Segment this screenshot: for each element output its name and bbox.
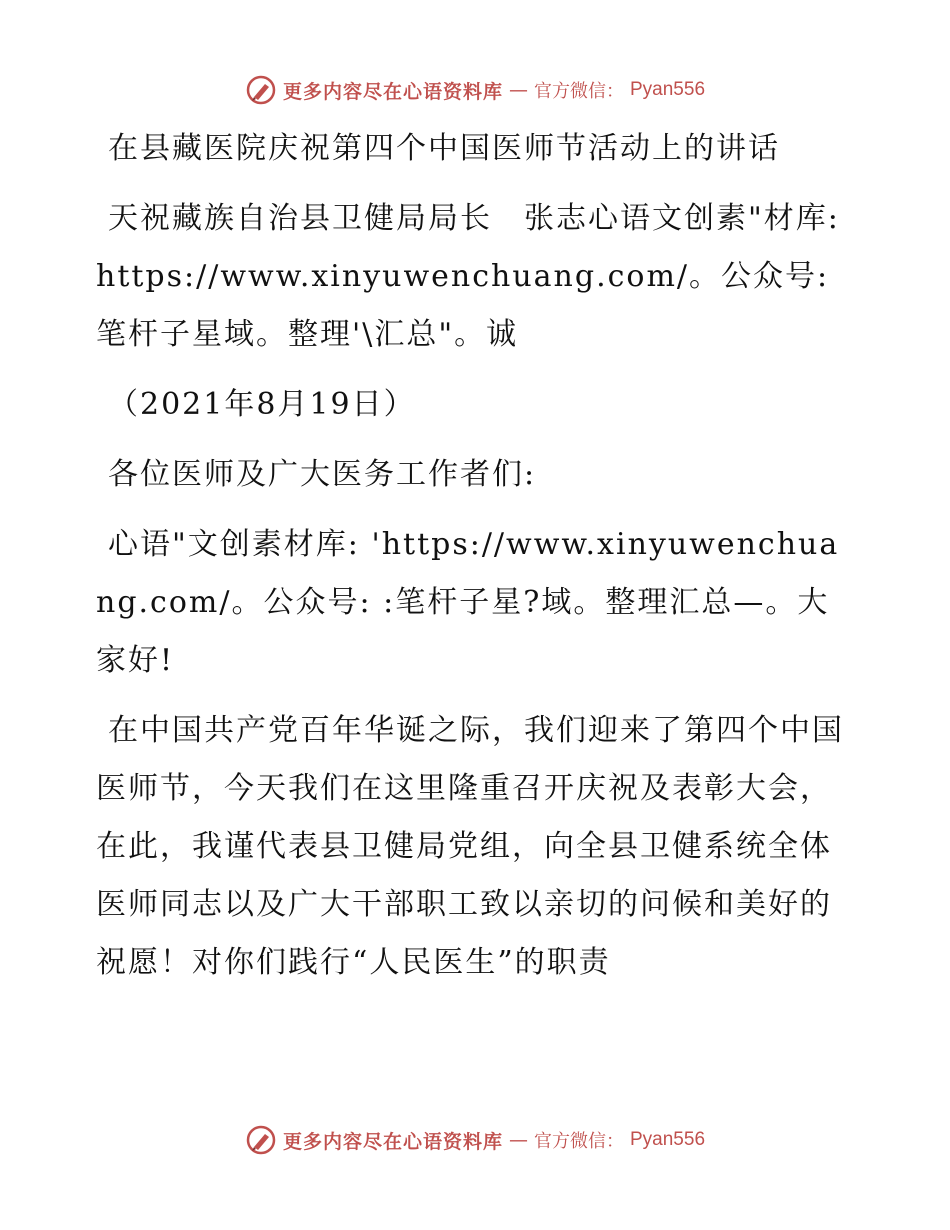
header-watermark — [0, 70, 950, 110]
watermark-dash: — — [509, 79, 528, 101]
footer-watermark — [0, 1120, 950, 1160]
document-title: 在县藏医院庆祝第四个中国医师节活动上的讲话 — [108, 131, 780, 166]
author-line: 天祝藏族自治县卫健局局长 张志心语文创素"材库: https://www.xinyuwenchuang.com/。公众号: 笔杆子星域。整理'\汇总"。诚 — [96, 201, 840, 352]
watermark-id: Pyan556 — [630, 79, 706, 100]
speech-date: （2021年8月19日） — [108, 387, 416, 422]
source-line: 心语"文创素材库: 'https://www.xinyuwenchuang.com/。公众号: :笔杆子星?域。整理汇总—。大家好! — [96, 527, 840, 678]
watermark-official: 官方微信： — [534, 1131, 624, 1152]
watermark-brand: 更多内容尽在心语资料库 — [282, 1130, 503, 1153]
watermark-dash: — — [509, 1129, 528, 1151]
watermark-brand: 更多内容尽在心语资料库 — [282, 80, 503, 103]
pen-logo-icon — [245, 74, 277, 106]
greeting: 各位医师及广大医务工作者们: — [108, 457, 537, 492]
watermark-official: 官方微信： — [534, 81, 624, 102]
pen-logo-icon — [245, 1124, 277, 1156]
document-body — [96, 120, 856, 1004]
watermark-id: Pyan556 — [630, 1129, 706, 1150]
body-paragraph: 在中国共产党百年华诞之际，我们迎来了第四个中国医师节，今天我们在这里隆重召开庆祝及表彰大会，在此，我谨代表县卫健局党组，向全县卫健系统全体医师同志以及广大干部职工致以亲切的问候和美好的祝愿！对你们践行“人民医生”的职责 — [96, 713, 844, 980]
